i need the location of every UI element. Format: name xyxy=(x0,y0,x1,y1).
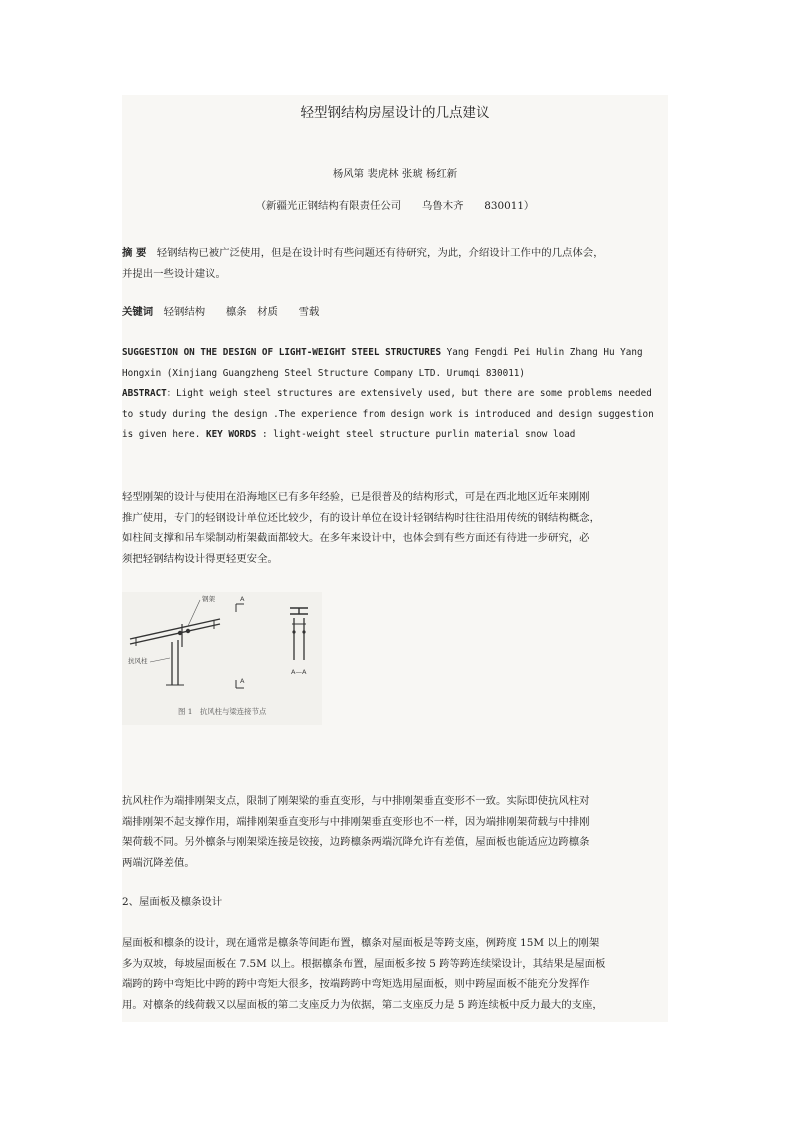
paragraph-2 xyxy=(122,791,668,873)
paragraph-1 xyxy=(122,487,668,569)
section-2-heading: 2、屋面板及檩条设计 xyxy=(122,896,223,908)
english-keywords-label: KEY WORDS xyxy=(205,429,257,440)
paragraph-1-line: 须把轻钢结构设计得更轻更安全。 xyxy=(122,552,278,565)
figure-caption: 图 1 抗风柱与梁连接节点 xyxy=(178,707,267,716)
figure-label-column: 抗风柱 xyxy=(128,657,148,665)
english-authors-2: Hongxin (Xinjiang Guangzheng Steel Structure Company LTD. Urumqi 830011) xyxy=(122,367,525,379)
english-authors-1: Yang Fengdi Pei Hulin Zhang Hu Yang xyxy=(441,347,643,358)
figure-label-a-top: A xyxy=(240,595,245,603)
english-abstract-3b: : light-weight steel structure purlin material snow load xyxy=(256,429,576,440)
paragraph-3-line: 端跨的跨中弯矩比中跨的跨中弯矩大很多，按端跨跨中弯矩选用屋面板，则中跨屋面板不能充分发挥作 xyxy=(122,978,590,990)
paragraph-2-line: 端排刚架不起支撑作用，端排刚架垂直变形与中排刚架垂直变形也不一样，因为端排刚架荷载与中排刚 xyxy=(122,815,590,828)
figure-label-a-bottom: A xyxy=(240,677,245,685)
abstract-label: 摘 要 xyxy=(122,247,147,259)
figure-1 xyxy=(122,592,322,725)
paragraph-1-line: 轻型刚架的设计与使用在沿海地区已有多年经验，已是很普及的结构形式，可是在西北地区近年来刚刚 xyxy=(122,491,590,503)
author-list: 杨风第 裴虎林 张琥 杨红新 xyxy=(332,168,458,180)
abstract-block xyxy=(122,243,668,284)
english-abstract-label: ABSTRACT xyxy=(122,388,167,399)
english-title: SUGGESTION ON THE DESIGN OF LIGHT-WEIGHT STEEL STRUCTURES xyxy=(122,347,442,358)
english-abstract-1: ：Light weigh steel structures are extensively used, but there are some problems needed xyxy=(166,388,652,399)
figure-label-beam: 钢架 xyxy=(202,595,215,603)
paragraph-3-line: 屋面板和檩条的设计，现在通常是檩条等间距布置，檩条对屋面板是等跨支座，例跨度 15M 以上的刚架 xyxy=(122,937,600,949)
affiliation: （新疆光正钢结构有限责任公司 乌鲁木齐 830011） xyxy=(255,200,535,212)
keywords-block xyxy=(122,302,668,323)
paragraph-2-line: 抗风柱作为端排刚架支点，限制了刚架梁的垂直变形，与中排刚架垂直变形不一致。实际即使抗风柱对 xyxy=(122,795,590,807)
paragraph-3 xyxy=(122,933,668,1015)
document-page xyxy=(122,95,668,1022)
paragraph-2-line: 架荷载不同。另外檩条与刚架梁连接是铰接，边跨檩条两端沉降允许有差值，屋面板也能适应边跨檩条 xyxy=(122,836,590,848)
paragraph-1-line: 如柱间支撑和吊车梁制动桁架截面都较大。在多年来设计中，也体会到有些方面还有待进一步研究，必 xyxy=(122,532,590,544)
figure-label-section: A—A xyxy=(291,668,307,676)
english-abstract-3a: is given here. xyxy=(122,429,206,440)
paragraph-3-line: 多为双坡，每坡屋面板在 7.5M 以上。根据檩条布置，屋面板多按 5 跨等跨连续梁设计，其结果是屋面板 xyxy=(122,957,606,970)
english-abstract-block xyxy=(122,343,668,446)
paragraph-2-line: 两端沉降差值。 xyxy=(122,856,195,869)
keywords-label: 关键词 xyxy=(122,306,154,318)
paragraph-3-line: 用。对檩条的线荷载又以屋面板的第二支座反力为依据，第二支座反力是 5 跨连续板中反力最大的支座， xyxy=(122,998,603,1011)
english-abstract-2: to study during the design .The experience from design work is introduced and design suggestion xyxy=(122,408,654,420)
paragraph-1-line: 推广使用，专门的轻钢设计单位还比较少，有的设计单位在设计轻钢结构时往往沿用传统的钢结构概念， xyxy=(122,511,600,524)
keywords-text: 轻钢结构 檩条 材质 雪载 xyxy=(163,306,320,318)
paper-title: 轻型钢结构房屋设计的几点建议 xyxy=(300,105,490,121)
abstract-line-1: 轻钢结构已被广泛使用，但是在设计时有些问题还有待研究，为此，介绍设计工作中的几点体会， xyxy=(156,247,604,259)
abstract-line-2: 并提出一些设计建议。 xyxy=(122,267,226,280)
